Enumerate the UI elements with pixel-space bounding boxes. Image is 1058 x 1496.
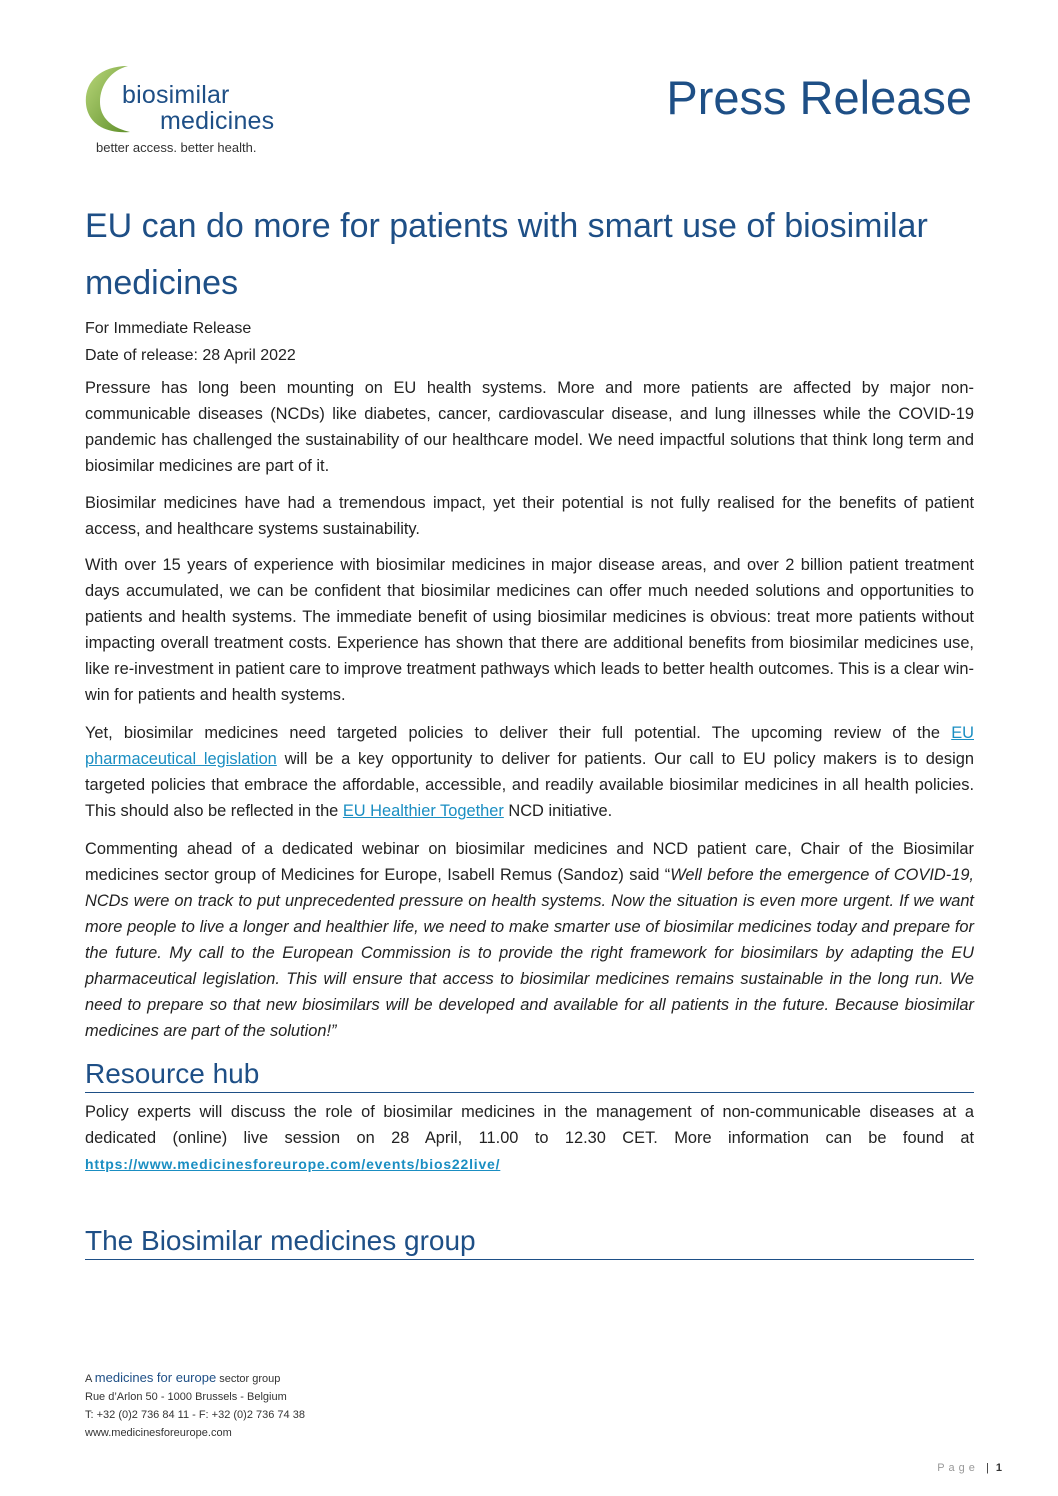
eu-pharma-legislation-link[interactable]: EU pharmaceutical legislation [85,724,974,768]
release-type: For Immediate Release [85,320,252,337]
logo-tagline: better access. better health. [96,140,257,155]
footer-prefix: A [85,1373,95,1385]
paragraph-3: With over 15 years of experience with biosimilar medicines in major disease areas, and over 2 billion patient treatment days accumulated, we can be confident that biosimilar medicines can offer much needed solutions and opportunities to patients and health systems. The immediate benefit of using biosimilar medicines is obvious: treat more patients without impacting overall treatment costs. Experience has shown that there are additional benefits from biosimilar medicines use, like re-investment in patient care to improve treatment pathways which leads to better health outcomes. This is a clear win-win for patients and health systems. [85,556,974,704]
webinar-link[interactable]: https://www.medicinesforeurope.com/events/bios22live/ [85,1156,501,1172]
paragraph-1: Pressure has long been mounting on EU health systems. More and more patients are affected by major non-communicable diseases (NCDs) like diabetes, cancer, cardiovascular disease, and lung illnesses while the COVID-19 pandemic has challenged the sustainability of our healthcare model. We need impactful solutions that think long term and biosimilar medicines are part of it. [85,379,974,475]
footer-suffix: sector group [216,1373,281,1385]
logo-text-medicines: medicines [160,107,275,135]
headline: EU can do more for patients with smart use of biosimilar medicines [85,207,928,302]
page-label: Page [937,1462,979,1474]
page-number [937,1462,1002,1474]
paragraph-5 [85,836,974,1044]
paragraph-4-text-c: NCD initiative. [503,802,613,820]
paragraph-4-text-b: will be a key opportunity to deliver for patients. Our call to EU policy makers is to design targeted policies that embrace the affordable, accessible, and readily available biosimilar medicines in all health policies. This should also be reflected in the [85,750,974,820]
footer-address: Rue d’Arlon 50 - 1000 Brussels - Belgium [85,1391,287,1403]
paragraph-5-intro: Commenting ahead of a dedicated webinar on biosimilar medicines and NCD patient care, Chair of the Biosimilar medicines sector group of Medicines for Europe, Isabell Remus (Sandoz) said “ [85,840,974,884]
paragraph-2: Biosimilar medicines have had a tremendous impact, yet their potential is not fully realised for the benefits of patient access, and healthcare systems sustainability. [85,494,974,538]
paragraph-4-text-a: Yet, biosimilar medicines need targeted policies to deliver their full potential. The upcoming review of the [85,724,952,742]
resource-hub-heading: Resource hub [85,1058,974,1093]
resource-hub-text [85,1099,974,1177]
group-heading: The Biosimilar medicines group [85,1225,974,1260]
footer-phone: T: +32 (0)2 736 84 11 - F: +32 (0)2 736 74 38 [85,1409,305,1421]
logo-text-biosimilar: biosimilar [122,81,230,109]
footer-brand: medicines for europe [94,1370,217,1385]
eu-healthier-together-link[interactable]: EU Healthier Together [342,802,504,820]
page-separator: | [985,1462,989,1474]
press-release-title: Press Release [666,71,972,124]
chair-quote: Well before the emergence of COVID-19, NCDs were on track to put unprecedented pressure on health systems. Now the situation is even more urgent. If we want more people to live a longer and healthier life, we need to make smarter use of biosimilar medicines today and prepare for the future. My call to the European Commission is to provide the right framework for biosimilars by adapting the EU pharmaceutical legislation. This will ensure that access to biosimilar medicines remains sustainable in the long run. We need to prepare so that new biosimilars will be developed and available for all patients in the future. Because biosimilar medicines are part of the solution!” [85,866,974,1040]
footer [85,1369,305,1442]
company-logo [84,62,294,160]
page-number-value: 1 [995,1462,1002,1474]
footer-website: www.medicinesforeurope.com [85,1427,232,1439]
footer-sector-line [85,1369,305,1388]
paragraph-4 [85,720,974,824]
release-date: Date of release: 28 April 2022 [85,347,296,364]
resource-hub-description: Policy experts will discuss the role of biosimilar medicines in the management of non-communicable diseases at a dedicated (online) live session on 28 April, 11.00 to 12.30 CET. More information can be found at [85,1103,974,1147]
